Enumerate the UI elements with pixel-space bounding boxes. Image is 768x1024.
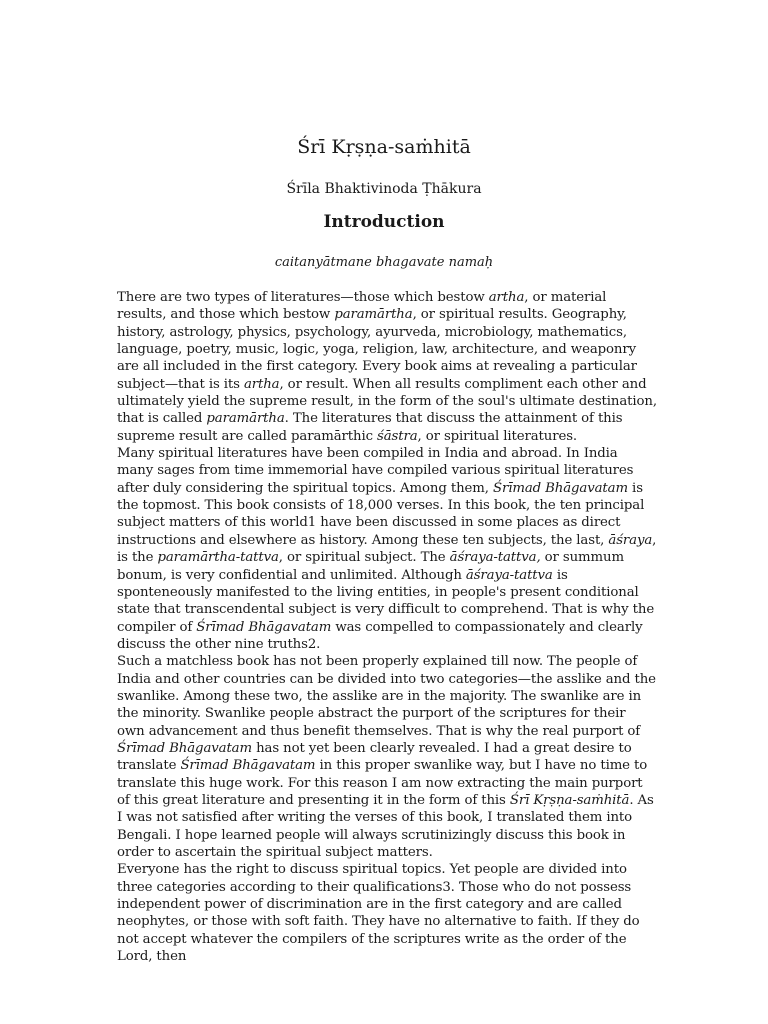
text-run: , or spiritual literatures.	[417, 428, 578, 444]
italic-term: paramārtha-tattva	[157, 550, 279, 566]
italic-term: Śrīmad Bhāgavatam	[117, 740, 252, 756]
invocation-line: caitanyātmane bhagavate namaḥ	[274, 255, 494, 270]
italic-term: Śrīmad Bhāgavatam	[196, 619, 332, 635]
italic-term: āśraya-tattva	[465, 567, 553, 583]
text-run: has not yet been clearly revealed. I had a great desire to translate	[117, 740, 632, 774]
italic-term: Śrīmad Bhāgavatam	[492, 480, 628, 496]
text-run: , or spiritual subject. The	[278, 550, 450, 566]
text-run: or summum bonum, is very confidential and unlimited. Although	[117, 550, 624, 583]
italic-term: Śrī Kṛṣṇa-saṁhitā	[509, 792, 630, 808]
italic-term: paramārtha	[334, 307, 413, 323]
italic-term: śāstra	[377, 428, 418, 444]
text-run: is the topmost. This book consists of 18,000 verses. In this book, the ten principal subject matters of this world1 have been discussed in some places as direct instructions and elsewhere as history. Among these ten subjects, the last,	[117, 480, 645, 548]
text-run: Everyone has the right to discuss spiritual topics. Yet people are divided into three categories according to their qualifications3. Those who do not possess independent power of discrimination are in the first category and are called neophytes, or those with soft faith. They have no alternative to faith. If they do not accept whatever the compilers of the scriptures write as the order of the Lord, then	[117, 862, 640, 965]
text-run: in this proper swanlike way, but I have no time to translate this huge work. For this reason I am now extracting the main purport of this great literature and presenting it in the form of this	[117, 758, 648, 808]
text-run: Such a matchless book has not been properly explained till now. The people of India and other countries can be divided into two categories—the asslike and the swanlike. Among these two, the asslike are in the majority. The swanlike are in the minority. Swanlike people abstract the purport of the scriptures for their own advancement and thus benefit themselves. That is why the real purport of	[117, 654, 656, 739]
text-run: . The literatures that discuss the attainment of this supreme result are called paramārthic	[117, 411, 623, 444]
paragraph	[117, 861, 657, 965]
paragraph	[117, 289, 657, 445]
italic-term: āśraya	[608, 532, 653, 548]
author-name: Śrīla Bhaktivinoda Ṭhākura	[286, 181, 482, 197]
body-text	[117, 289, 657, 965]
italic-term: paramārtha	[206, 411, 285, 427]
text-run: was compelled to compassionately and clearly discuss the other nine truths2.	[117, 619, 643, 652]
paragraph	[117, 653, 657, 861]
text-run: There are two types of literatures—those which bestow	[117, 290, 489, 305]
italic-term: artha	[488, 290, 525, 305]
italic-term: Śrīmad Bhāgavatam	[180, 758, 316, 774]
text-run: , or result. When all results compliment each other and ultimately yield the supreme result, in the form of the soul's ultimate destination, that is called	[117, 376, 657, 427]
text-run: Many spiritual literatures have been compiled in India and abroad. In India many sages from time immemorial have compiled various spiritual literatures after duly considering the spiritual topics. Among them,	[117, 446, 634, 496]
text-run: , or spiritual results. Geography, history, astrology, physics, psychology, ayurveda, microbiology, mathematics, language, poetry, music, logic, yoga, religion, law, architecture, and weaponry are all included in the first category. Every book aims at revealing a particular subject—that is its	[117, 307, 637, 392]
paragraph	[117, 445, 657, 653]
text-run: is sponteneously manifested to the living entities, in people's present conditional state that transcendental subject is very difficult to comprehend. That is why the compiler of	[117, 567, 655, 635]
section-title: Introduction	[323, 212, 445, 232]
italic-term: āśraya-tattva,	[449, 550, 541, 566]
text-run: , or material results, and those which bestow	[117, 290, 607, 323]
text-run: . As I was not satisfied after writing the verses of this book, I translated them into Bengali. I hope learned people will always scrutinizingly discuss this book in order to ascertain the spiritual subject matters.	[117, 792, 654, 860]
document-title: Śrī Kṛṣṇa-saṁhitā	[297, 136, 471, 158]
text-run: , is the	[117, 532, 657, 566]
italic-term: artha	[243, 376, 280, 392]
